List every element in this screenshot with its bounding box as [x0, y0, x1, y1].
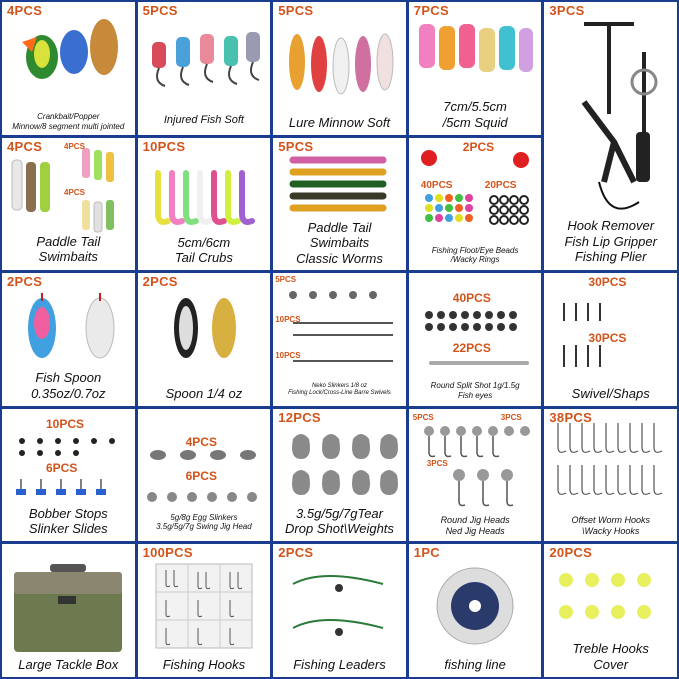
cell-hook-remover	[544, 2, 677, 270]
caption-line: Fish Spoon	[35, 370, 102, 386]
sub-count: 6PCS	[185, 468, 217, 483]
cell-squid	[409, 2, 542, 135]
caption-line: Swimbaits	[38, 249, 98, 265]
sub-count: 4PCS	[64, 187, 85, 197]
caption-line: Bobber Stops	[28, 505, 108, 521]
cell-fish-spoon	[2, 273, 135, 406]
caption-line: \Wacky Hooks	[582, 525, 640, 536]
item-caption	[544, 641, 677, 672]
caption-line: Slinker Slides	[28, 521, 108, 537]
item-caption	[2, 370, 135, 401]
item-caption: Large Tackle Box	[18, 657, 119, 673]
caption-line: Offset Worm Hooks	[571, 514, 650, 525]
item-caption	[544, 515, 677, 537]
sub-count: 40PCS	[420, 179, 453, 191]
caption-line: /5cm Squid	[442, 114, 508, 130]
item-caption: Spoon 1/4 oz	[165, 386, 243, 402]
cell-swivel-snaps	[544, 273, 677, 406]
item-count: 2PCS	[142, 274, 178, 290]
caption-line: Fishing Lock/Cross-Line Barre Swivels	[288, 390, 391, 397]
item-caption: Lure Minnow Soft	[288, 115, 391, 130]
item-count: 5PCS	[278, 3, 314, 18]
item-caption	[273, 506, 406, 537]
item-count: 40PCS	[452, 291, 491, 306]
cell-paddle-tail-swimbaits	[2, 138, 135, 271]
cell-fishing-line	[409, 544, 542, 677]
cell-fishing-hooks	[138, 544, 271, 677]
item-caption	[273, 383, 406, 397]
caption-line: Paddle Tail	[307, 219, 372, 235]
caption-line: Minnow/8 segment multi jointed	[12, 121, 125, 131]
caption-line: Fishing Plier	[574, 249, 647, 265]
item-caption	[409, 99, 542, 130]
item-count: 4PCS	[185, 434, 217, 449]
sub-count: 30PCS	[588, 331, 627, 346]
item-count: 2PCS	[7, 274, 43, 290]
item-count: 1PC	[413, 545, 440, 561]
cell-drop-shot-weights	[273, 409, 406, 542]
item-caption	[138, 235, 271, 266]
sub-count: 6PCS	[46, 460, 78, 475]
item-count: 3PCS	[549, 3, 585, 18]
item-count: 10PCS	[142, 138, 186, 154]
item-count: 12PCS	[278, 409, 321, 425]
caption-line: Fish eyes	[457, 390, 493, 400]
item-caption	[409, 246, 542, 265]
item-count: 20PCS	[549, 545, 593, 561]
item-caption	[138, 513, 271, 532]
product-contents-grid	[2, 2, 677, 677]
caption-line: /Wacky Rings	[450, 255, 500, 265]
caption-line: Hook Remover	[567, 218, 655, 233]
item-caption	[409, 515, 542, 537]
item-caption	[544, 218, 677, 265]
cell-crankbait	[2, 2, 135, 135]
caption-line: Paddle Tail	[36, 233, 101, 249]
cell-split-shot	[409, 273, 542, 406]
item-caption: Fishing Leaders	[293, 657, 386, 673]
caption-line: 0.35oz/0.7oz	[31, 385, 106, 401]
item-count: 5PCS	[278, 138, 314, 154]
cell-neko-slinkers	[273, 273, 406, 406]
cell-egg-slinkers	[138, 409, 271, 542]
item-caption: Fishing Hooks	[162, 657, 246, 673]
cell-spoon-quarter-oz	[138, 273, 271, 406]
cell-tail-crubs	[138, 138, 271, 271]
caption-line: Cover	[593, 656, 629, 672]
caption-line: 3.5g/5g/7gTear	[296, 505, 383, 521]
item-count: 5PCS	[412, 412, 434, 422]
sub-count: 10PCS	[275, 351, 301, 361]
item-count: 7PCS	[413, 3, 449, 18]
caption-line: Classic Worms	[296, 250, 383, 266]
item-caption: Swivel/Shaps	[571, 386, 650, 402]
cell-bobber-stops	[2, 409, 135, 542]
sub-count: 20PCS	[484, 179, 517, 191]
caption-line: Round Split Shot 1g/1.5g	[430, 381, 520, 391]
caption-line: Swimbaits	[309, 235, 370, 251]
cell-fishing-leaders	[273, 544, 406, 677]
item-caption	[2, 112, 135, 131]
sub-count: 3PCS	[426, 458, 448, 468]
sub-count: 3PCS	[500, 412, 522, 422]
item-caption	[2, 506, 135, 537]
cell-floats-beads	[409, 138, 542, 271]
item-count: 5PCS	[275, 275, 297, 285]
caption-line: 3.5g/5g/7g Swing Jig Head	[156, 522, 252, 532]
sub-count: 22PCS	[452, 341, 491, 356]
item-caption: fishing line	[444, 657, 506, 673]
item-count: 5PCS	[142, 3, 178, 18]
cell-lure-minnow-soft	[273, 2, 406, 135]
item-caption	[273, 220, 406, 267]
caption-line: 5g/8g Egg Slinkers	[170, 512, 238, 522]
cell-treble-hook-covers	[544, 544, 677, 677]
sub-count: 4PCS	[64, 141, 85, 151]
caption-line: Treble Hooks	[572, 641, 649, 657]
item-caption	[409, 381, 542, 400]
item-count: 10PCS	[46, 416, 85, 431]
cell-worm-hooks	[544, 409, 677, 542]
caption-line: Neko Slinkers 1/8 oz	[311, 383, 367, 390]
item-caption: Injured Fish Soft	[163, 114, 244, 126]
item-count: 38PCS	[549, 409, 593, 425]
caption-line: Drop Shot\Weights	[285, 521, 394, 537]
caption-line: Fish Lip Gripper	[564, 233, 657, 249]
item-count: 4PCS	[7, 3, 43, 18]
caption-line: Ned Jig Heads	[445, 525, 505, 536]
item-count: 100PCS	[142, 545, 193, 561]
caption-line: Tail Crubs	[174, 250, 233, 266]
item-count: 2PCS	[278, 545, 314, 561]
cell-injured-fish-soft	[138, 2, 271, 135]
caption-line: Fishing Floot/Eye Beads	[431, 245, 519, 255]
item-count: 4PCS	[7, 138, 43, 154]
item-count: 30PCS	[588, 275, 627, 290]
item-count: 2PCS	[462, 139, 495, 154]
cell-jig-heads	[409, 409, 542, 542]
caption-line: 5cm/6cm	[177, 234, 231, 250]
cell-classic-worms	[273, 138, 406, 271]
caption-line: Round Jig Heads	[440, 514, 510, 525]
item-caption	[2, 234, 135, 265]
caption-line: Crankbait/Popper	[37, 112, 100, 121]
cell-tackle-box	[2, 544, 135, 677]
caption-line: 7cm/5.5cm	[443, 99, 507, 114]
sub-count: 10PCS	[275, 315, 301, 325]
